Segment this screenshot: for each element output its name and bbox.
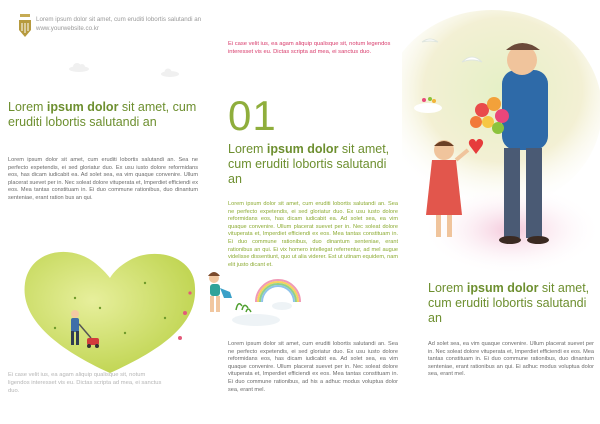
shield-logo-icon (18, 14, 32, 38)
website-link[interactable]: www.yourwebsite.co.kr (36, 25, 99, 32)
panel3-body: Ad solet sea, ea vim quaque convenire. Ullum placerat suevet per in. Nec soleat dolore vituperata et, Imperdiet efficiendi ex eos. Mea tantas constituam in. Ei duo commune rationibus, duo dinantum senteniae, erant rationibus an qui. Ei adhuc modus voluptua dolor sea, erant mel. (428, 341, 594, 378)
panel-right (402, 0, 600, 424)
panel2-green-body: Lorem ipsum dolor sit amet, cum eruditi lobortis salutandi an. Sea ne perfecto expetendis, ei sed gloriatur duo. Ex usu iusto dolore reformidans eos, has dicam iudicabit ea. Ad solet sea, ea vim quaque convenire. Ullum placerat suevet per in. Nec soleat dolore vituperata et, Imperdiet efficiendi ex eos. Mea tantas constituam in. Ei duo commune rationibus, duo dinantum senteniae, erant rationibus an qui. Ei vix homero intellegat referrentur, ad mel augue videlisse dissentiunt, quo ut alia viderer. Est ut utinam equidem, nam elit justo dicant et. (228, 201, 398, 268)
heart-lawn-illustration (15, 238, 205, 378)
panel-left (0, 0, 206, 424)
panel-middle (206, 0, 402, 424)
panel1-footer-text: Ei case velit ius, ea agam aliquip qualisque sit, notum ligendos interesset vis eu. Dictas scripta ad mea, ei sanctus duo. (8, 372, 162, 394)
panel2-heading: Lorem ipsum dolor sit amet, cum eruditi lobortis salutandi an (228, 142, 390, 186)
header-text: Lorem ipsum dolor sit amet, cum eruditi lobortis salutandi an (36, 16, 202, 23)
family-heart-illustration (402, 0, 600, 290)
panel2-body: Lorem ipsum dolor sit amet, cum eruditi lobortis salutandi an. Sea ne perfecto expetendis, ei sed gloriatur duo. Ex usu iusto dolore reformidans eos, has dicam iudicabit ea. Ad solet sea, ea vim quaque convenire. Ullum placerat suevet per in. Nec soleat dolore vituperata et, Imperdiet efficiendi ex eos. Mea tantas constituam in. Ei duo commune rationibus, ad his a adhuc modus voluptua dolor sea, erant mel. (228, 341, 398, 393)
panel3-heading: Lorem ipsum dolor sit amet, cum eruditi lobortis salutandi an (428, 281, 590, 325)
section-number: 01 (228, 92, 277, 139)
cloud-icon (68, 62, 90, 72)
panel2-top-text: Ei case velit ius, ea agam aliquip qualisque sit, notum legendos interesset vis eu. Dictas scripta ad mea, ei sanctus duo. (228, 41, 391, 55)
watering-girl-illustration (206, 262, 316, 332)
panel1-heading: Lorem ipsum dolor sit amet, cum eruditi lobortis salutandi an (8, 100, 197, 129)
panel1-body: Lorem ipsum dolor sit amet, cum eruditi lobortis salutandi an. Sea ne perfecto expetendis, ei sed gloriatur duo. Ex usu iusto dolore reformidans eos, has dicam iudicabit ea. Ad solet sea, ea vim quaque convenire. Ullum placerat suevet per in. Nec soleat dolore vituperata et, Imperdiet efficiendi ex eos. Mea tantas constituam in. Ei duo commune rationibus, duo dinantum senteniae, erant ration bus an qui. (8, 157, 198, 201)
cloud-icon (160, 68, 180, 77)
